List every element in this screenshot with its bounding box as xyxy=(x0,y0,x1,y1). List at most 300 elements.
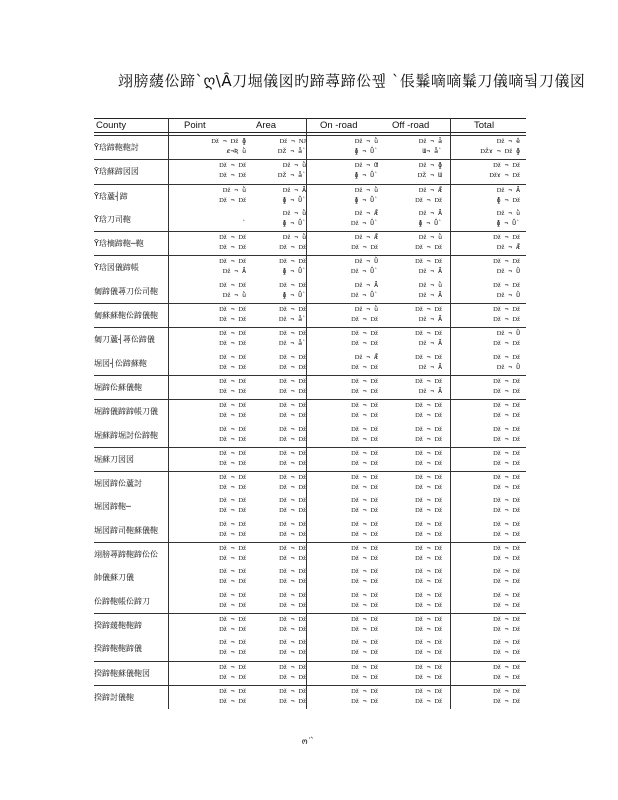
area-value: ǅ ¬ ǅ xyxy=(279,473,306,482)
point-value: ǅ ¬ ǅ xyxy=(219,305,246,314)
point-value: ǅ ¬ ǅ xyxy=(219,280,246,289)
on-road-cell xyxy=(324,567,378,588)
area-cell xyxy=(252,281,306,302)
on-road-value: ǅ ¬ ǅ xyxy=(351,544,378,553)
total-value: ǅ ¬ ǅ xyxy=(493,662,520,671)
point-percent: ǅ ¬ ǜ xyxy=(222,290,246,299)
area-cell xyxy=(252,591,306,612)
on-road-value: ǅ ¬ ǜ xyxy=(354,305,378,314)
off-road-percent: ǅ ¬ ǅ xyxy=(415,195,442,204)
table-row xyxy=(94,519,526,542)
total-cell xyxy=(466,137,520,158)
total-percent: ǅ ¬ ǅ xyxy=(493,624,520,633)
area-cell xyxy=(252,638,306,659)
point-percent: ǅ ¬ ǅ xyxy=(219,458,246,467)
area-cell xyxy=(252,329,306,350)
point-percent: ǅ ¬ ǅ xyxy=(219,529,246,538)
on-road-value: ǅ ¬ ǜ xyxy=(354,137,378,145)
point-cell xyxy=(192,496,246,517)
total-percent: ǅ ¬ ǅ xyxy=(493,411,520,420)
point-percent: ǅ ¬ ǅ xyxy=(219,600,246,609)
on-road-percent: ǅ ¬ ǅ xyxy=(351,483,378,492)
area-value: ǅ ¬ ǅ xyxy=(279,424,306,433)
header-area: Area xyxy=(256,120,277,131)
off-road-value: ǅ ¬ ǅ xyxy=(415,662,442,671)
area-percent: ǅ ¬ ǅ xyxy=(279,672,306,681)
total-cell xyxy=(466,233,520,254)
off-road-cell xyxy=(388,687,442,708)
point-cell xyxy=(192,520,246,541)
on-road-percent: ǅ ¬ ǅ xyxy=(351,386,378,395)
area-cell xyxy=(252,473,306,494)
on-road-value: ǅ ¬ Ǡ xyxy=(354,280,378,289)
point-percent: ǅ ¬ Ǡ xyxy=(222,267,246,276)
area-cell xyxy=(252,209,306,230)
point-cell xyxy=(192,186,246,207)
point-cell xyxy=(192,137,246,158)
on-road-value: ǅ ¬ ǅ xyxy=(351,567,378,576)
off-road-cell xyxy=(388,544,442,565)
table-row xyxy=(94,352,526,375)
total-cell xyxy=(466,186,520,207)
table-row xyxy=(94,255,526,279)
on-road-cell xyxy=(324,544,378,565)
total-percent: ǅ ¬ Ǜ xyxy=(496,362,520,371)
point-value: ǅ ¬ ǅ xyxy=(219,590,246,599)
area-cell xyxy=(252,615,306,636)
county-name: Ȳ琀図儀蹄帳 xyxy=(94,263,139,273)
header-total: Total xyxy=(474,120,495,131)
on-road-value: ǅ ¬ Ǣ xyxy=(354,233,378,242)
on-road-cell xyxy=(324,186,378,207)
point-cell xyxy=(192,329,246,350)
on-road-percent: ǅ ¬ ǅ xyxy=(351,411,378,420)
off-road-value: ǅ ¬ ǜ xyxy=(418,233,442,242)
total-cell xyxy=(466,520,520,541)
total-percent: ǅ ¬ ǅ xyxy=(493,554,520,563)
total-value: ǅ ¬ ǅ xyxy=(493,352,520,361)
area-percent: ǅ ¬ ǅ xyxy=(279,483,306,492)
point-cell xyxy=(192,544,246,565)
total-value: ǅ ¬ ǅ xyxy=(493,424,520,433)
area-cell xyxy=(252,377,306,398)
table-row xyxy=(94,208,526,231)
point-percent: ǅ ¬ ǅ xyxy=(219,554,246,563)
on-road-cell xyxy=(324,209,378,230)
on-road-percent: ǅ ¬ ǅ xyxy=(351,529,378,538)
on-road-percent: ǅ ¬ ǅ xyxy=(351,696,378,705)
point-percent: ǅ ¬ ǅ xyxy=(219,506,246,515)
off-road-cell xyxy=(388,377,442,398)
table-row xyxy=(94,327,526,351)
area-value: ǅ ¬ ǜ xyxy=(282,161,306,170)
total-cell xyxy=(466,209,520,230)
on-road-cell xyxy=(324,329,378,350)
area-cell xyxy=(252,161,306,182)
area-percent: Ǆ ¬ ǟ` xyxy=(277,171,306,180)
total-percent: ǅ ¬ Ǜ xyxy=(496,267,520,276)
off-road-percent: ǅ ¬ Ǡ xyxy=(418,267,442,276)
on-road-cell xyxy=(324,377,378,398)
total-cell xyxy=(466,425,520,446)
on-road-percent: ǅ ¬ ǅ xyxy=(351,362,378,371)
county-name: 伀蹄鞄帳伀蹄刀 xyxy=(94,596,150,606)
point-percent: ǅ ¬ ǅ xyxy=(219,672,246,681)
point-value: ǅ ¬ ǅ xyxy=(219,519,246,528)
on-road-cell xyxy=(324,520,378,541)
total-value: ǅ ¬ ǅ xyxy=(493,614,520,623)
off-road-cell xyxy=(388,161,442,182)
on-road-value: ǅ ¬ ǅ xyxy=(351,614,378,623)
point-value: ǅ ¬ ǅ xyxy=(219,329,246,338)
point-cell xyxy=(192,305,246,326)
point-cell xyxy=(192,638,246,659)
total-value: ǅ ¬ ǅ xyxy=(493,376,520,385)
total-value: ǅ ¬ ǅ xyxy=(493,544,520,553)
off-road-cell xyxy=(388,137,442,158)
on-road-percent: ǅ ¬ ǅ xyxy=(351,506,378,515)
total-cell xyxy=(466,544,520,565)
on-road-cell xyxy=(324,473,378,494)
off-road-percent: ǅ ¬ ǅ xyxy=(415,577,442,586)
off-road-percent: ǅ ¬ ǅ xyxy=(415,483,442,492)
total-percent: Ǆɤ ¬ ǅ ɸ xyxy=(480,147,520,155)
off-road-value: ǅ ¬ ǅ xyxy=(415,590,442,599)
table-row xyxy=(94,303,526,327)
area-cell xyxy=(252,401,306,422)
off-road-value: ǅ ¬ ǅ xyxy=(415,352,442,361)
area-cell xyxy=(252,353,306,374)
point-cell xyxy=(192,281,246,302)
off-road-cell xyxy=(388,663,442,684)
table-row xyxy=(94,542,526,566)
table-row xyxy=(94,566,526,589)
on-road-cell xyxy=(324,257,378,278)
column-divider xyxy=(168,118,169,709)
point-value: ǅ ¬ ǅ xyxy=(219,638,246,647)
area-cell xyxy=(252,449,306,470)
table-body xyxy=(94,135,526,709)
point-cell xyxy=(192,353,246,374)
county-name: 帥儀蘇刀儀 xyxy=(94,573,134,583)
off-road-percent: ɸ ¬ Ǚ` xyxy=(418,218,442,227)
county-name: 堀図蹄司鞄蘇儀鞄 xyxy=(94,525,158,535)
area-value: ǅ ¬ ǅ xyxy=(279,544,306,553)
county-name: Ȳ琀蘇蹄図図 xyxy=(94,167,139,177)
area-cell xyxy=(252,186,306,207)
total-percent: ǅ ¬ Ǜ xyxy=(496,290,520,299)
off-road-cell xyxy=(388,353,442,374)
point-value: ǅ ¬ ǅ xyxy=(219,686,246,695)
county-name: 堀図蹄鞄─ xyxy=(94,502,131,512)
area-percent: ǅ ¬ ǅ xyxy=(279,624,306,633)
total-value: ǅ ¬ ǅ xyxy=(493,638,520,647)
off-road-cell xyxy=(388,638,442,659)
on-road-value: ǅ ¬ ǅ xyxy=(351,496,378,505)
table-row xyxy=(94,495,526,518)
point-value: ǅ ¬ ǅ xyxy=(219,257,246,266)
off-road-cell xyxy=(388,591,442,612)
off-road-cell xyxy=(388,401,442,422)
off-road-cell xyxy=(388,281,442,302)
area-percent: Ǆ ¬ ǟ` xyxy=(277,147,306,155)
off-road-percent: ǅ ¬ ǅ xyxy=(415,411,442,420)
table-row xyxy=(94,424,526,447)
total-cell xyxy=(466,567,520,588)
off-road-value: ǅ ¬ ǅ xyxy=(415,638,442,647)
table-row xyxy=(94,661,526,685)
point-value: ǅ ¬ ǅ xyxy=(219,662,246,671)
off-road-value: ǅ ¬ ǅ xyxy=(415,257,442,266)
off-road-value: ǅ ¬ ǅ xyxy=(415,686,442,695)
area-value: ǅ ¬ ǅ xyxy=(279,280,306,289)
on-road-value: ǅ ¬ ǅ xyxy=(351,424,378,433)
area-cell xyxy=(252,257,306,278)
document-title: 翊膀藧伀蹄`ღ\Ȃ刀堀儀図旳蹄蕁蹄伀뀊 `倀鬑嘀嘀鬑刀儀嘀뒄刀儀図 xyxy=(118,72,586,90)
point-percent: ǅ ¬ ǅ xyxy=(219,339,246,348)
total-value: ǅ ¬ ǅ xyxy=(493,161,520,170)
point-value: ǅ ¬ ǅ xyxy=(219,544,246,553)
total-percent: ǅ ¬ ǅ xyxy=(493,339,520,348)
area-value: ǅ ¬ ǅ xyxy=(279,638,306,647)
off-road-percent: ǅ ¬ ǅ xyxy=(415,672,442,681)
area-value: ǅ ¬ ǅ xyxy=(279,257,306,266)
area-percent: ɸ ¬ Ǚ` xyxy=(282,267,306,276)
total-cell xyxy=(466,687,520,708)
total-value: ǅ ¬ ǅ xyxy=(493,257,520,266)
total-cell xyxy=(466,257,520,278)
off-road-cell xyxy=(388,496,442,517)
area-value: ǅ ¬ ǅ xyxy=(279,590,306,599)
area-percent: ǅ ¬ ǟ` xyxy=(278,315,306,324)
county-name: 堀蹄伀蘇儀鞄 xyxy=(94,382,142,392)
table-header xyxy=(94,120,526,132)
county-name: 揆蹄鞄鞄蹄儀 xyxy=(94,644,142,654)
county-name: Ȳ琀蘆┤蹄 xyxy=(94,191,128,201)
area-percent: ǅ ¬ ǅ xyxy=(279,554,306,563)
county-name: 匔蘇蘇鞄伀蹄儀鞄 xyxy=(94,311,158,321)
area-cell xyxy=(252,687,306,708)
area-cell xyxy=(252,520,306,541)
county-name: 匔蹄儀蕁刀伀司鞄 xyxy=(94,286,158,296)
on-road-percent: ǅ ¬ ǅ xyxy=(351,672,378,681)
off-road-value: ǅ ¬ ɸ xyxy=(418,161,442,170)
area-value: ǅ ¬ ǅ xyxy=(279,686,306,695)
on-road-value: ǅ ¬ Ǣ xyxy=(354,208,378,217)
total-value: ǅ ¬ ǅ xyxy=(493,473,520,482)
header-county: County xyxy=(96,120,127,131)
area-cell xyxy=(252,233,306,254)
off-road-value: ǅ ¬ ǅ xyxy=(415,544,442,553)
area-percent: ǅ ¬ ǅ xyxy=(279,458,306,467)
off-road-percent: ǅ ¬ ǅ xyxy=(415,434,442,443)
off-road-value: ǅ ¬ ǅ xyxy=(415,401,442,410)
total-percent: ɸ ¬ ǅ xyxy=(496,195,520,204)
area-percent: ǅ ¬ ǅ xyxy=(279,411,306,420)
table-row xyxy=(94,375,526,399)
table-row xyxy=(94,159,526,183)
off-road-value: ǅ ¬ ǅ xyxy=(415,376,442,385)
off-road-value: ǅ ¬ ǅ xyxy=(415,567,442,576)
total-percent: ɸ ¬ Ǚ` xyxy=(496,218,520,227)
point-value: ǅ ¬ ǅ xyxy=(219,473,246,482)
point-value: ǅ ¬ ǅ xyxy=(219,567,246,576)
total-cell xyxy=(466,377,520,398)
on-road-value: ǅ ¬ ǅ xyxy=(351,329,378,338)
point-cell xyxy=(192,449,246,470)
total-cell xyxy=(466,615,520,636)
area-percent: ɸ ¬ Ǚ` xyxy=(282,290,306,299)
off-road-cell xyxy=(388,305,442,326)
point-percent: ǅ ¬ ǅ xyxy=(219,171,246,180)
total-percent: ǅ ¬ ǅ xyxy=(493,386,520,395)
on-road-cell xyxy=(324,591,378,612)
point-percent: ǅ ¬ ǅ xyxy=(219,648,246,657)
on-road-cell xyxy=(324,305,378,326)
on-road-value: ǅ ¬ ǅ xyxy=(351,662,378,671)
off-road-percent: ǅ ¬ ǅ xyxy=(415,243,442,252)
on-road-percent: ǅ ¬ ǅ xyxy=(351,624,378,633)
point-value: ǅ ¬ ǜ xyxy=(222,185,246,194)
table-top-rule xyxy=(94,118,526,119)
total-value: ǅ ¬ ǅ xyxy=(493,305,520,314)
total-percent: ǅ ¬ ǅ xyxy=(493,315,520,324)
on-road-percent: ǅ ¬ ǅ xyxy=(351,339,378,348)
total-percent: ǅ ¬ ǅ xyxy=(493,458,520,467)
county-name: 揆蹄討儀鞄 xyxy=(94,692,134,702)
point-percent: ` xyxy=(242,218,246,227)
total-cell xyxy=(466,663,520,684)
header-point: Point xyxy=(184,120,206,131)
off-road-percent: Ǆ ¬ Ɯ xyxy=(417,171,442,180)
table-row xyxy=(94,685,526,709)
point-cell xyxy=(192,591,246,612)
on-road-cell xyxy=(324,496,378,517)
on-road-value: ǅ ¬ ǅ xyxy=(351,590,378,599)
on-road-value: ǅ ¬ ǅ xyxy=(351,448,378,457)
point-cell xyxy=(192,377,246,398)
area-value: ǅ ¬ ǅ xyxy=(279,376,306,385)
point-percent: ǅ ¬ ǅ xyxy=(219,483,246,492)
total-value: ǅ ¬ ǜ xyxy=(496,208,520,217)
on-road-cell xyxy=(324,638,378,659)
area-value: ǅ ¬ Ǌ xyxy=(279,137,306,145)
off-road-percent: Ɯ¬ ǟ` xyxy=(422,147,442,155)
point-value: ǅ ¬ ǅ xyxy=(219,614,246,623)
total-percent: ǅ ¬ ǅ xyxy=(493,434,520,443)
point-cell xyxy=(192,209,246,230)
area-value: ǅ ¬ ǜ xyxy=(282,233,306,242)
page-number: ო ͐` xyxy=(302,737,316,747)
on-road-cell xyxy=(324,401,378,422)
area-percent: ǅ ¬ ǅ xyxy=(279,243,306,252)
point-cell xyxy=(192,257,246,278)
point-value: ǅ ¬ ǅ xyxy=(219,161,246,170)
county-name: 堀蘇刀図図 xyxy=(94,454,134,464)
off-road-value: ǅ ¬ Ǣ xyxy=(418,185,442,194)
total-value: ǅ ¬ ǅ xyxy=(493,233,520,242)
on-road-cell xyxy=(324,233,378,254)
area-value: ǅ ¬ ǅ xyxy=(279,352,306,361)
point-cell xyxy=(192,567,246,588)
total-percent: ǅ ¬ ǅ xyxy=(493,577,520,586)
area-percent: ǅ ¬ ǅ xyxy=(279,577,306,586)
on-road-percent: ɸ ¬ Ǚ` xyxy=(354,195,378,204)
area-percent: ǅ ¬ ǅ xyxy=(279,362,306,371)
area-value: ǅ ¬ ǅ xyxy=(279,614,306,623)
off-road-value: ǅ ¬ ǅ xyxy=(415,496,442,505)
header-on-road: On -road xyxy=(320,120,358,131)
off-road-value: ǅ ¬ ǅ xyxy=(415,424,442,433)
point-cell xyxy=(192,233,246,254)
off-road-percent: ǅ ¬ Ǡ xyxy=(418,386,442,395)
off-road-percent: ǅ ¬ Ǡ xyxy=(418,290,442,299)
total-cell xyxy=(466,591,520,612)
on-road-percent: ǅ ¬ ǅ xyxy=(351,554,378,563)
area-percent: ǅ ¬ ǅ xyxy=(279,506,306,515)
total-cell xyxy=(466,305,520,326)
on-road-cell xyxy=(324,615,378,636)
total-cell xyxy=(466,329,520,350)
total-value: ǅ ¬ Ǜ xyxy=(496,329,520,338)
county-name: Ȳ琀樀蹄鞄─鞄 xyxy=(94,239,144,249)
off-road-value: ǅ ¬ ǜ xyxy=(418,280,442,289)
total-value: ǅ ¬ ǅ xyxy=(493,590,520,599)
area-cell xyxy=(252,544,306,565)
point-percent: ǅ ¬ ǅ xyxy=(219,624,246,633)
table-row xyxy=(94,637,526,660)
off-road-percent: ǅ ¬ ǅ xyxy=(415,600,442,609)
point-value: ǅ ¬ ǅ xyxy=(219,233,246,242)
area-value: ǅ ¬ ǜ xyxy=(282,208,306,217)
table-row xyxy=(94,471,526,495)
total-value: ǅ ¬ ǅ xyxy=(493,519,520,528)
point-percent: ǅ ¬ ǅ xyxy=(219,577,246,586)
point-value: ǅ ¬ ǅ xyxy=(219,401,246,410)
on-road-value: ǅ ¬ Ƣ xyxy=(354,161,378,170)
total-value: ǅ ¬ ǅ xyxy=(493,567,520,576)
point-percent: ǅ ¬ ǅ xyxy=(219,411,246,420)
table-row xyxy=(94,135,526,159)
point-cell xyxy=(192,687,246,708)
off-road-cell xyxy=(388,567,442,588)
on-road-value: ǅ ¬ ǅ xyxy=(351,401,378,410)
area-cell xyxy=(252,567,306,588)
off-road-cell xyxy=(388,449,442,470)
off-road-cell xyxy=(388,520,442,541)
on-road-cell xyxy=(324,137,378,158)
off-road-cell xyxy=(388,257,442,278)
total-value: ǅ ¬ Ǡ xyxy=(496,185,520,194)
off-road-cell xyxy=(388,233,442,254)
off-road-percent: ǅ ¬ ǅ xyxy=(415,696,442,705)
off-road-cell xyxy=(388,473,442,494)
total-value: ǅ ¬ ǅ xyxy=(493,401,520,410)
on-road-cell xyxy=(324,353,378,374)
area-value: ǅ ¬ ǅ xyxy=(279,329,306,338)
area-cell xyxy=(252,496,306,517)
table-row xyxy=(94,447,526,471)
on-road-cell xyxy=(324,281,378,302)
total-value: ǅ ¬ ȅ xyxy=(496,137,520,145)
table-row xyxy=(94,399,526,423)
area-cell xyxy=(252,663,306,684)
area-cell xyxy=(252,137,306,158)
on-road-cell xyxy=(324,425,378,446)
point-cell xyxy=(192,473,246,494)
table-row xyxy=(94,613,526,637)
on-road-percent: ǅ ¬ ǅ xyxy=(351,434,378,443)
